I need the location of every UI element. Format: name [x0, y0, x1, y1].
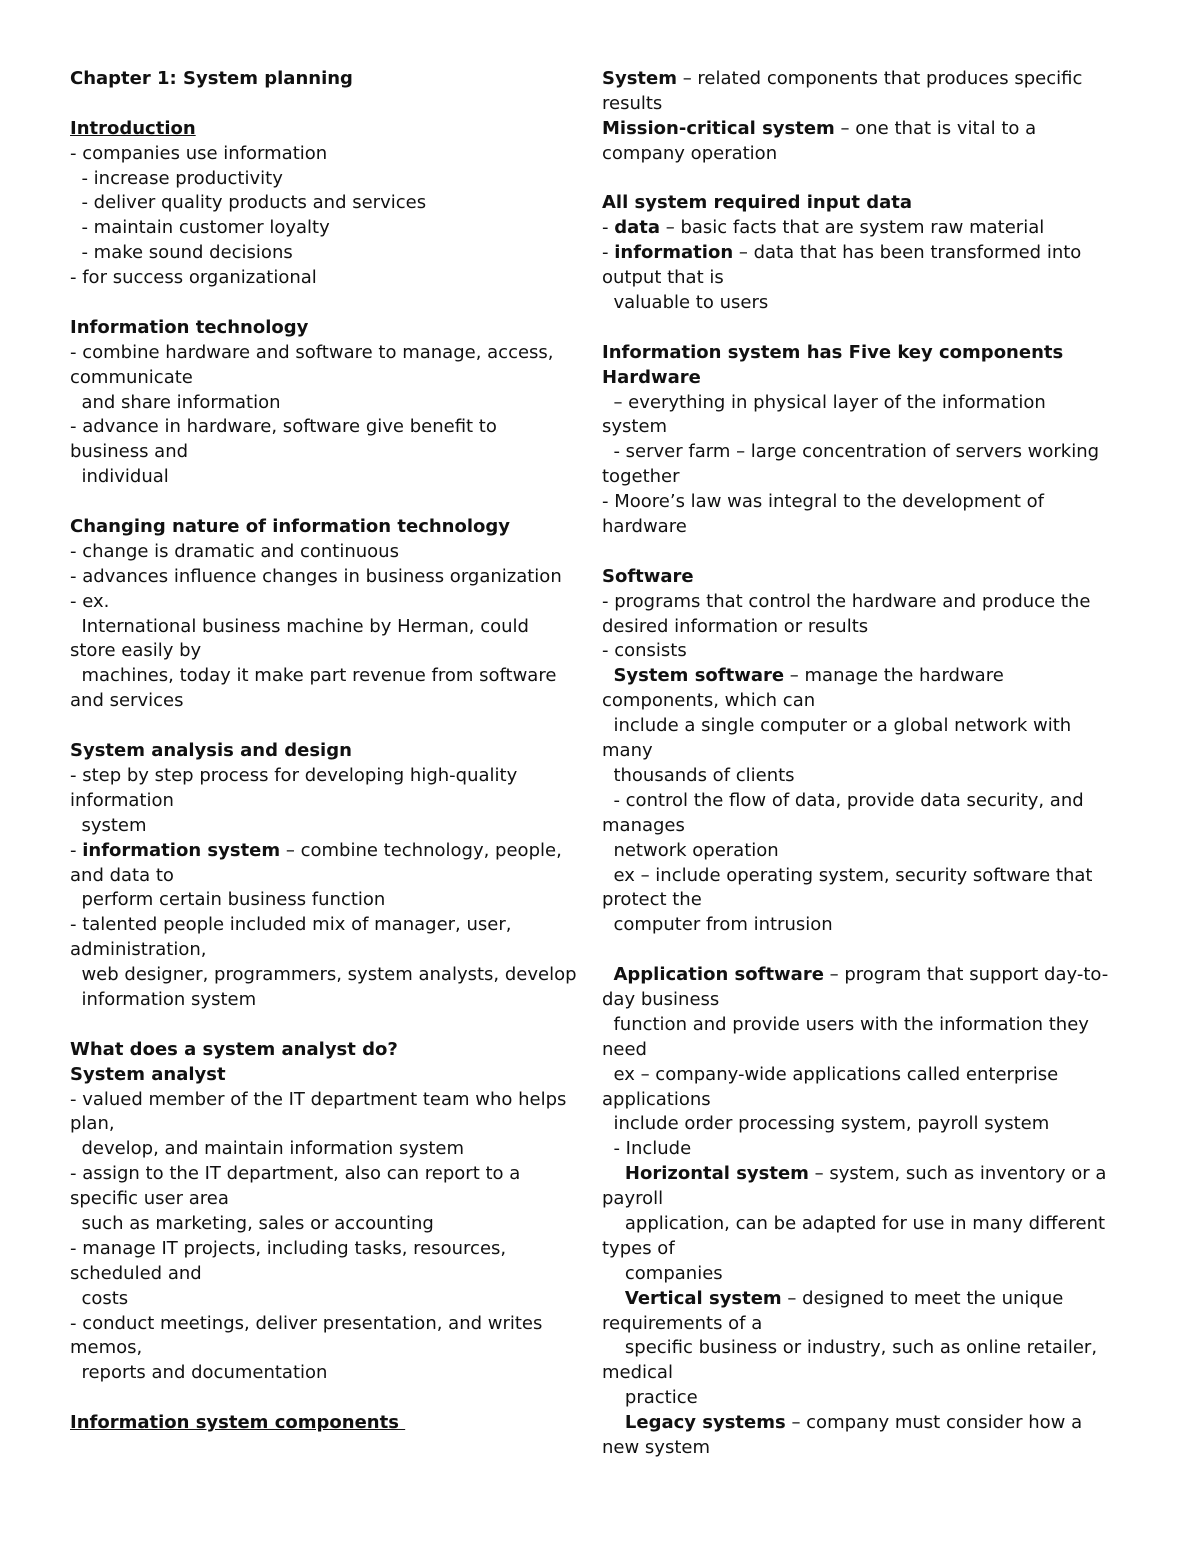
body-text: plan,: [70, 1113, 115, 1135]
body-text: - deliver quality products and services: [70, 192, 427, 214]
body-text: - server farm – large concentration of servers working: [602, 441, 1100, 463]
bold-text: Hardware: [602, 366, 701, 388]
text-line: [602, 440, 1162, 465]
text-line: [70, 963, 595, 988]
body-text: day business: [602, 988, 720, 1010]
body-text: reports and documentation: [70, 1362, 328, 1384]
text-line: [602, 764, 1162, 789]
text-line: [602, 366, 1162, 391]
bold-text: All system required input data: [602, 192, 913, 214]
text-line: [602, 1262, 1162, 1287]
body-text: manages: [602, 814, 685, 836]
body-text: and services: [70, 690, 184, 712]
text-line: [602, 1212, 1162, 1237]
body-text: – data that has been transformed into: [733, 242, 1082, 264]
text-line: [602, 1312, 1162, 1337]
body-text: network operation: [602, 839, 779, 861]
text-line: [602, 615, 1162, 640]
body-text: thousands of clients: [602, 764, 795, 786]
bold-text: Introduction: [70, 117, 196, 139]
bold-text: Vertical system: [624, 1287, 782, 1309]
body-text: memos,: [70, 1337, 143, 1359]
body-text: business and: [70, 441, 189, 463]
text-line: [70, 1386, 595, 1411]
text-line: [602, 291, 1162, 316]
body-text: individual: [70, 466, 169, 488]
text-line: [602, 1162, 1162, 1187]
text-line: [70, 714, 595, 739]
text-line: [602, 391, 1162, 416]
body-text: companies: [602, 1262, 723, 1284]
text-line: [70, 1063, 595, 1088]
text-line: [70, 142, 595, 167]
body-text: together: [602, 466, 680, 488]
text-line: [70, 988, 595, 1013]
body-text: information system: [70, 988, 257, 1010]
text-line: [70, 540, 595, 565]
text-line: [70, 366, 595, 391]
text-line: [602, 565, 1162, 590]
text-line: [602, 341, 1162, 366]
body-text: machines, today it make part revenue from software: [70, 665, 557, 687]
text-line: [70, 1212, 595, 1237]
body-text: - for success organizational: [70, 267, 317, 289]
text-line: [70, 391, 595, 416]
body-text: - increase productivity: [70, 167, 283, 189]
text-line: [70, 291, 595, 316]
body-text: need: [602, 1038, 647, 1060]
body-text: International business machine by Herman, could: [70, 615, 529, 637]
body-text: - Moore’s law was integral to the development of: [602, 491, 1044, 513]
body-text: communicate: [70, 366, 193, 388]
text-line: [602, 540, 1162, 565]
text-line: [602, 938, 1162, 963]
body-text: - manage IT projects, including tasks, resources,: [70, 1237, 507, 1259]
text-line: [70, 913, 595, 938]
text-line: [70, 216, 595, 241]
body-text: new system: [602, 1436, 710, 1458]
text-line: [602, 714, 1162, 739]
text-line: [602, 864, 1162, 889]
text-line: [70, 764, 595, 789]
body-text: - programs that control the hardware and produce the: [602, 590, 1091, 612]
body-text: ex – company-wide applications called enterprise: [602, 1063, 1059, 1085]
text-line: [70, 490, 595, 515]
text-line: [602, 465, 1162, 490]
body-text: and data to: [70, 864, 174, 886]
body-text: valuable to users: [602, 292, 769, 314]
body-text: perform certain business function: [70, 889, 386, 911]
body-text: - ex.: [70, 590, 110, 612]
body-text: [602, 1163, 625, 1184]
text-line: [602, 415, 1162, 440]
body-text: practice: [602, 1387, 698, 1409]
text-line: [602, 167, 1162, 192]
body-text: – related components that produces specific: [676, 68, 1083, 89]
body-text: [602, 1288, 625, 1309]
text-line: [70, 167, 595, 192]
body-text: administration,: [70, 939, 207, 961]
text-line: [70, 465, 595, 490]
body-text: - valued member of the IT department team who helps: [70, 1088, 567, 1110]
text-line: [602, 963, 1162, 988]
bold-text: Legacy systems: [624, 1412, 786, 1434]
body-text: company operation: [602, 142, 778, 164]
bold-text: Information system components: [70, 1412, 406, 1434]
text-line: [70, 1336, 595, 1361]
body-text: -: [70, 839, 83, 861]
body-text: store easily by: [70, 640, 202, 662]
body-text: develop, and maintain information system: [70, 1138, 465, 1160]
body-text: system: [602, 416, 668, 438]
text-line: [70, 1411, 595, 1436]
text-line: [602, 839, 1162, 864]
body-text: - combine hardware and software to manage, access,: [70, 341, 554, 363]
text-line: [602, 1112, 1162, 1137]
body-text: applications: [602, 1088, 711, 1110]
body-text: – program that support day-to-: [823, 964, 1109, 986]
bold-text: information system: [82, 839, 281, 861]
body-text: specific user area: [70, 1188, 229, 1210]
text-line: [70, 515, 595, 540]
bold-text: Mission-critical system: [602, 117, 835, 139]
text-line: [70, 1262, 595, 1287]
body-text: - conduct meetings, deliver presentation, and writes: [70, 1312, 543, 1334]
bold-text: Application software: [613, 964, 824, 986]
text-line: [70, 1312, 595, 1337]
bold-text: Changing nature of information technology: [70, 516, 511, 538]
body-text: hardware: [602, 516, 687, 538]
left-column: [70, 67, 595, 1436]
body-text: computer from intrusion: [602, 914, 833, 936]
text-line: [70, 739, 595, 764]
text-line: [602, 316, 1162, 341]
body-text: include order processing system, payroll system: [602, 1113, 1050, 1135]
text-line: [70, 92, 595, 117]
text-line: [602, 142, 1162, 167]
text-line: [70, 1162, 595, 1187]
text-line: [70, 1038, 595, 1063]
text-line: [602, 191, 1162, 216]
bold-text: What does a system analyst do?: [70, 1038, 398, 1060]
body-text: – system, such as inventory or a: [808, 1163, 1107, 1185]
body-text: system: [70, 814, 147, 836]
text-line: [70, 1137, 595, 1162]
text-line: [602, 1386, 1162, 1411]
text-line: [602, 117, 1162, 142]
body-text: -: [602, 217, 615, 239]
text-line: [602, 1137, 1162, 1162]
body-text: - consists: [602, 640, 687, 662]
text-line: [602, 590, 1162, 615]
bold-text: Information technology: [70, 316, 309, 338]
text-line: [602, 888, 1162, 913]
body-text: payroll: [602, 1188, 664, 1210]
body-text: -: [602, 242, 615, 264]
body-text: requirements of a: [602, 1312, 763, 1334]
text-line: [70, 565, 595, 590]
body-text: results: [602, 92, 663, 114]
body-text: – combine technology, people,: [280, 839, 562, 861]
text-line: [70, 1361, 595, 1386]
text-line: [70, 266, 595, 291]
text-line: [70, 1088, 595, 1113]
body-text: and share information: [70, 391, 281, 413]
body-text: - advances influence changes in business organization: [70, 565, 562, 587]
text-line: [602, 1287, 1162, 1312]
text-line: [602, 988, 1162, 1013]
body-text: – one that is vital to a: [834, 117, 1037, 139]
body-text: specific business or industry, such as online retailer,: [602, 1337, 1098, 1359]
text-line: [602, 1336, 1162, 1361]
bold-text: Chapter 1: System planning: [70, 68, 353, 89]
text-line: [602, 689, 1162, 714]
body-text: – manage the hardware: [784, 665, 1004, 687]
text-line: [602, 1187, 1162, 1212]
text-line: [602, 1237, 1162, 1262]
text-line: [70, 1013, 595, 1038]
body-text: such as marketing, sales or accounting: [70, 1212, 434, 1234]
text-line: [602, 789, 1162, 814]
body-text: - talented people included mix of manager, user,: [70, 914, 512, 936]
text-line: [602, 1063, 1162, 1088]
body-text: protect the: [602, 889, 702, 911]
text-line: [602, 92, 1162, 117]
text-line: [602, 67, 1162, 92]
bold-text: data: [614, 217, 661, 239]
text-line: [602, 739, 1162, 764]
body-text: - control the flow of data, provide data security, and: [602, 789, 1084, 811]
body-text: - assign to the IT department, also can report to a: [70, 1163, 521, 1185]
text-line: [70, 938, 595, 963]
text-line: [70, 590, 595, 615]
text-line: [602, 515, 1162, 540]
text-line: [602, 216, 1162, 241]
bold-text: information: [614, 242, 734, 264]
text-line: [70, 1112, 595, 1137]
body-text: – everything in physical layer of the information: [602, 391, 1046, 413]
body-text: include a single computer or a global network with: [602, 715, 1072, 737]
text-line: [70, 839, 595, 864]
text-line: [70, 341, 595, 366]
body-text: - change is dramatic and continuous: [70, 540, 399, 562]
text-line: [602, 266, 1162, 291]
bold-text: System analyst: [70, 1063, 226, 1085]
body-text: information: [70, 789, 174, 811]
body-text: – company must consider how a: [785, 1412, 1083, 1434]
body-text: desired information or results: [602, 615, 869, 637]
bold-text: System software: [613, 665, 785, 687]
text-line: [70, 415, 595, 440]
body-text: application, can be adapted for use in many different: [602, 1212, 1106, 1234]
text-line: [70, 1237, 595, 1262]
text-line: [602, 490, 1162, 515]
bold-text: System analysis and design: [70, 740, 352, 762]
text-line: [602, 1088, 1162, 1113]
text-line: [602, 1361, 1162, 1386]
body-text: web designer, programmers, system analysts, develop: [70, 964, 577, 986]
text-line: [70, 1187, 595, 1212]
text-line: [70, 689, 595, 714]
body-text: [602, 964, 613, 985]
text-line: [70, 316, 595, 341]
bold-text: Information system has Five key components: [602, 341, 1064, 363]
body-text: – designed to meet the unique: [781, 1287, 1064, 1309]
text-line: [70, 615, 595, 640]
body-text: medical: [602, 1362, 673, 1384]
body-text: – basic facts that are system raw material: [660, 217, 1045, 239]
body-text: scheduled and: [70, 1262, 202, 1284]
body-text: function and provide users with the information they: [602, 1013, 1089, 1035]
bold-text: Software: [602, 565, 694, 587]
text-line: [70, 664, 595, 689]
bold-text: Horizontal system: [624, 1163, 809, 1185]
text-line: [602, 1436, 1162, 1461]
text-line: [602, 1411, 1162, 1436]
body-text: - maintain customer loyalty: [70, 217, 330, 239]
text-line: [602, 664, 1162, 689]
body-text: - companies use information: [70, 142, 328, 164]
text-line: [70, 191, 595, 216]
text-line: [70, 1287, 595, 1312]
body-text: [602, 665, 613, 686]
text-line: [70, 814, 595, 839]
body-text: components, which can: [602, 690, 816, 712]
body-text: - Include: [602, 1138, 692, 1160]
text-line: [70, 67, 595, 92]
body-text: costs: [70, 1287, 129, 1309]
text-line: [70, 117, 595, 142]
text-line: [70, 440, 595, 465]
text-line: [602, 814, 1162, 839]
body-text: - step by step process for developing high-quality: [70, 764, 518, 786]
body-text: many: [602, 740, 653, 762]
bold-text: System: [602, 68, 677, 89]
body-text: output that is: [602, 267, 724, 289]
body-text: [602, 1412, 625, 1433]
right-column: [602, 67, 1162, 1461]
text-line: [602, 1013, 1162, 1038]
text-line: [70, 241, 595, 266]
body-text: - advance in hardware, software give benefit to: [70, 416, 497, 438]
body-text: types of: [602, 1237, 675, 1259]
body-text: ex – include operating system, security software that: [602, 864, 1093, 886]
text-line: [70, 789, 595, 814]
text-line: [70, 888, 595, 913]
text-line: [70, 639, 595, 664]
body-text: - make sound decisions: [70, 242, 293, 264]
text-line: [602, 639, 1162, 664]
text-line: [70, 864, 595, 889]
text-line: [602, 241, 1162, 266]
text-line: [602, 913, 1162, 938]
text-line: [602, 1038, 1162, 1063]
